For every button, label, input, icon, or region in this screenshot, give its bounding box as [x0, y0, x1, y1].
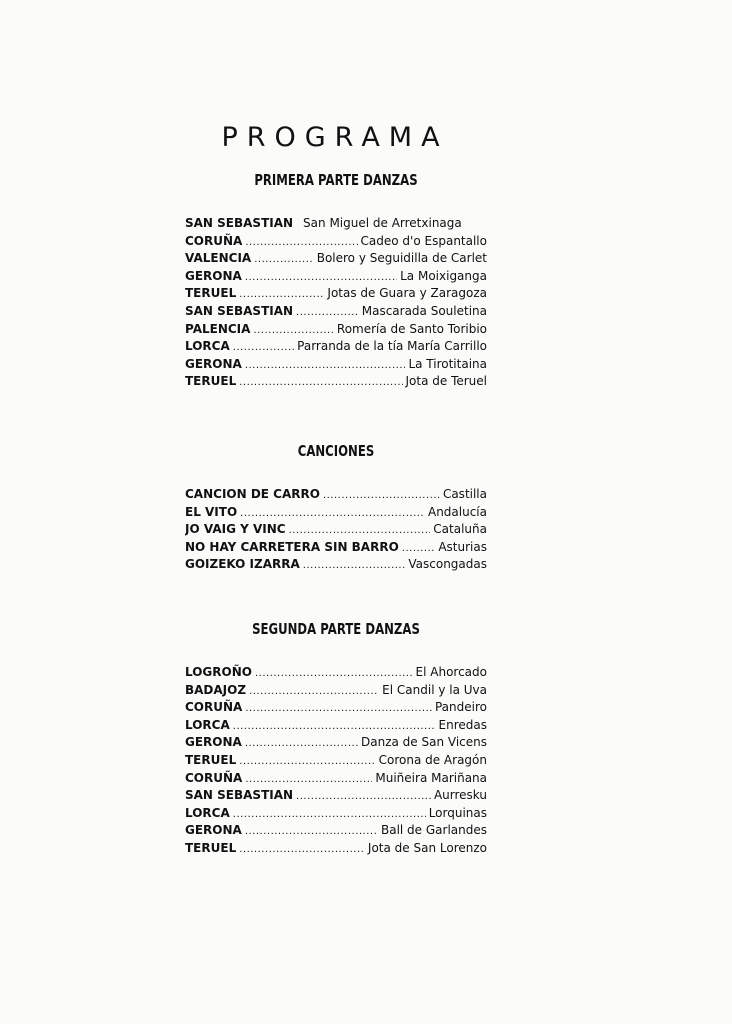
leader-dots: [245, 269, 397, 286]
entry-dance: Jotas de Guara y Zaragoza: [327, 286, 487, 301]
entry-place: LORCA: [185, 717, 230, 732]
program-entry: [185, 664, 487, 682]
leader-dots: [402, 540, 436, 557]
entry-place: GERONA: [185, 356, 242, 371]
entry-place: EL VITO: [185, 504, 238, 519]
entry-dance: Asturias: [438, 539, 487, 554]
entry-dance: Lorquinas: [428, 805, 487, 820]
entry-place: TERUEL: [185, 374, 237, 389]
program-entry: [185, 504, 487, 522]
entry-place: SAN SEBASTIAN: [185, 303, 294, 318]
entry-place: TERUEL: [185, 286, 237, 301]
program-entry: [185, 539, 487, 557]
entry-dance: Jota de Teruel: [405, 374, 487, 389]
program-entry: [185, 215, 487, 233]
entry-place: GERONA: [185, 823, 242, 838]
entry-place: GERONA: [185, 268, 242, 283]
entry-place: CORUÑA: [185, 770, 243, 785]
program-entry: [185, 822, 487, 840]
page-title: PROGRAMA: [221, 122, 449, 154]
program-entry: [185, 250, 487, 268]
program-entry: [185, 321, 487, 339]
entry-dance: Corona de Aragón: [378, 752, 487, 767]
leader-dots: [296, 788, 431, 805]
entry-list: [185, 664, 487, 858]
leader-dots: [255, 665, 413, 682]
entry-dance: Vascongadas: [408, 557, 487, 572]
program-entry: [185, 805, 487, 823]
entry-dance: Mascarada Souletina: [361, 303, 487, 318]
entry-dance: Romería de Santo Toribio: [336, 321, 487, 336]
entry-place: SAN SEBASTIAN: [185, 216, 294, 230]
program-entry: [185, 734, 487, 752]
section-heading: PRIMERA PARTE DANZAS: [254, 171, 418, 189]
leader-dots: [245, 771, 372, 788]
entry-dance: Parranda de la tía María Carrillo: [297, 339, 487, 354]
leader-dots: [296, 304, 359, 321]
entry-dance: Muiñeira Mariñana: [375, 770, 487, 785]
entry-place: TERUEL: [185, 840, 237, 855]
leader-dots: [240, 505, 425, 522]
entry-place: GOIZEKO IZARRA: [185, 557, 300, 572]
entry-place: LOGROÑO: [185, 665, 252, 679]
entry-dance: Bolero y Seguidilla de Carlet: [316, 251, 487, 266]
leader-dots: [233, 339, 294, 356]
program-entry: [185, 338, 487, 356]
program-entry: [185, 521, 487, 539]
entry-dance: Castilla: [442, 487, 487, 501]
section-canciones: [185, 441, 487, 574]
leader-dots: [233, 718, 436, 735]
entry-place: CANCION DE CARRO: [185, 487, 320, 501]
entry-list: [185, 486, 487, 574]
program-entry: [185, 233, 487, 251]
leader-dots: [249, 683, 379, 700]
entry-place: TERUEL: [185, 752, 237, 767]
program-entry: [185, 770, 487, 788]
entry-dance: El Candil y la Uva: [382, 682, 487, 697]
leader-dots: [303, 557, 406, 574]
program-entry: [185, 285, 487, 303]
leader-dots: [239, 753, 375, 770]
entry-place: SAN SEBASTIAN: [185, 788, 294, 803]
leader-dots: [239, 374, 402, 391]
program-entry: [185, 787, 487, 805]
entry-dance: Enredas: [438, 717, 487, 732]
leader-dots: [245, 234, 357, 251]
entry-place: LORCA: [185, 805, 230, 820]
leader-dots: [233, 806, 426, 823]
program-entry: [185, 303, 487, 321]
section-heading: CANCIONES: [297, 442, 375, 460]
entry-place: NO HAY CARRETERA SIN BARRO: [185, 539, 399, 554]
section-heading: SEGUNDA PARTE DANZAS: [252, 620, 420, 638]
entry-dance: Danza de San Vicens: [361, 735, 487, 750]
entry-dance: Cataluña: [433, 522, 487, 537]
entry-dance: La Moixiganga: [400, 268, 487, 283]
leader-dots: [245, 735, 358, 752]
entry-place: PALENCIA: [185, 321, 251, 336]
entry-dance: Ball de Garlandes: [380, 823, 487, 838]
leader-dots: [254, 251, 314, 268]
entry-place: LORCA: [185, 339, 230, 354]
entry-dance: Aurresku: [433, 788, 487, 803]
leader-dots: [253, 322, 333, 339]
entry-dance: Cadeo d'o Espantallo: [360, 233, 487, 248]
section-primera-parte: [185, 170, 487, 391]
program-entry: [185, 373, 487, 391]
program-entry: [185, 699, 487, 717]
program-entry: [185, 682, 487, 700]
entry-place: JO VAIG Y VINC: [185, 522, 286, 537]
entry-dance: San Miguel de Arretxinaga: [303, 216, 462, 230]
section-segunda-parte: [185, 619, 487, 858]
leader-dots: [323, 487, 440, 504]
entry-dance: La Tirotitaina: [408, 356, 487, 371]
entry-dance: El Ahorcado: [415, 665, 487, 679]
entry-place: CORUÑA: [185, 233, 243, 248]
entry-dance: Jota de San Lorenzo: [367, 840, 487, 855]
entry-dance: Pandeiro: [434, 700, 487, 715]
leader-dots: [239, 841, 365, 858]
program-entry: [185, 356, 487, 374]
entry-place: CORUÑA: [185, 700, 243, 715]
leader-dots: [245, 357, 406, 374]
program-entry: [185, 717, 487, 735]
entry-dance: Andalucía: [427, 504, 487, 519]
program-entry: [185, 486, 487, 504]
entry-place: BADAJOZ: [185, 682, 247, 697]
entry-list: [185, 215, 487, 391]
program-entry: [185, 556, 487, 574]
entry-place: GERONA: [185, 735, 242, 750]
program-entry: [185, 752, 487, 770]
entry-place: VALENCIA: [185, 251, 252, 266]
leader-dots: [245, 700, 432, 717]
leader-dots: [289, 522, 431, 539]
program-entry: [185, 840, 487, 858]
leader-dots: [239, 286, 324, 303]
program-entry: [185, 268, 487, 286]
leader-dots: [245, 823, 378, 840]
